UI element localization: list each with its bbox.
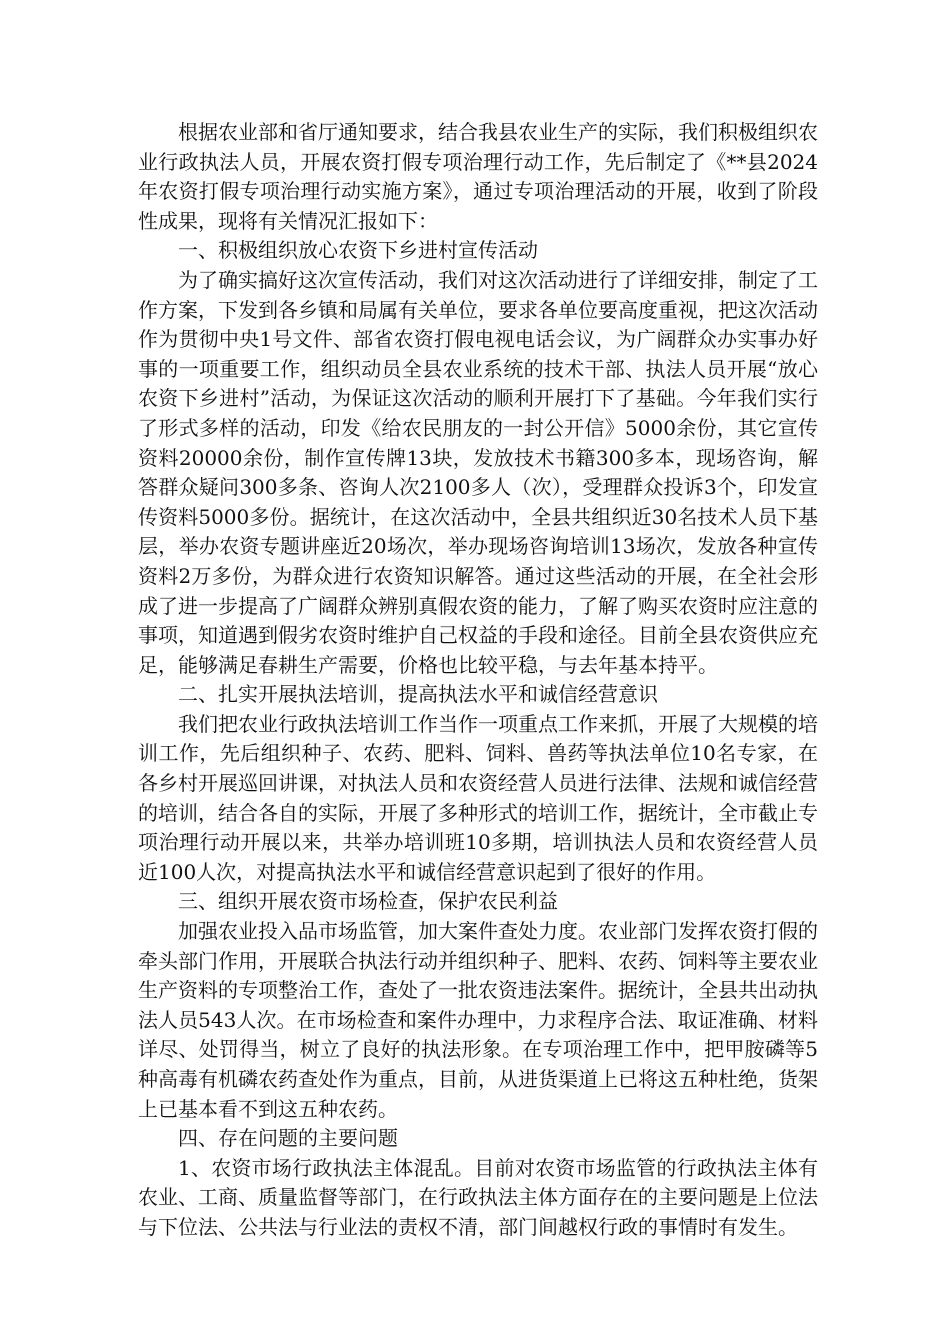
section-1-heading: 一、积极组织放心农资下乡进村宣传活动 bbox=[178, 238, 538, 263]
section-3-paragraph: 加强农业投入品市场监管，加大案件查处力度。农业部门发挥农资打假的牵头部门作用，开展联合执法行动并组织种子、肥料、农药、饲料等主要农业生产资料的专项整治工作，查处了一批农资违法案件。据统计，全县共出动执法人员543人次。在市场检查和案件办理中，力求程序合法、取证准确、材料详尽、处罚得当，树立了良好的执法形象。在专项治理工作中，把甲胺磷等5种高毒有机磷农药查处作为重点，目前，从进货渠道上已将这五种杜绝，货架上已基本看不到这五种农药。 bbox=[138, 919, 818, 1121]
section-2-paragraph: 我们把农业行政执法培训工作当作一项重点工作来抓，开展了大规模的培训工作，先后组织种子、农药、肥料、饲料、兽药等执法单位10名专家，在各乡村开展巡回讲课，对执法人员和农资经营人员进行法律、法规和诚信经营的培训，结合各自的实际，开展了多种形式的培训工作，据统计，全市截止专项治理行动开展以来，共举办培训班10多期，培训执法人员和农资经营人员近100人次，对提高执法水平和诚信经营意识起到了很好的作用。 bbox=[138, 711, 818, 884]
section-4-paragraph: 1、农资市场行政执法主体混乱。目前对农资市场监管的行政执法主体有农业、工商、质量监督等部门，在行政执法主体方面存在的主要问题是上位法与下位法、公共法与行业法的责权不清，部门间越权行政的事情时有发生。 bbox=[138, 1155, 818, 1239]
document-body bbox=[138, 118, 818, 1243]
section-3-heading: 三、组织开展农资市场检查，保护农民利益 bbox=[178, 889, 558, 914]
section-4-heading: 四、存在问题的主要问题 bbox=[178, 1126, 398, 1151]
section-2-heading: 二、扎实开展执法培训，提高执法水平和诚信经营意识 bbox=[178, 682, 658, 707]
intro-paragraph: 根据农业部和省厅通知要求，结合我县农业生产的实际，我们积极组织农业行政执法人员，开展农资打假专项治理行动工作，先后制定了《**县2024年农资打假专项治理行动实施方案》，通过专项治理活动的开展，收到了阶段性成果，现将有关情况汇报如下： bbox=[138, 120, 818, 233]
section-1-paragraph: 为了确实搞好这次宣传活动，我们对这次活动进行了详细安排，制定了工作方案，下发到各乡镇和局属有关单位，要求各单位要高度重视，把这次活动作为贯彻中央1号文件、部省农资打假电视电话会议，为广阔群众办实事办好事的一项重要工作，组织动员全县农业系统的技术干部、执法人员开展“放心农资下乡进村”活动，为保证这次活动的顺利开展打下了基础。今年我们实行了形式多样的活动，印发《给农民朋友的一封公开信》5000余份，其它宣传资料20000余份，制作宣传牌13块，发放技术书籍300多本，现场咨询，解答群众疑问300多条、咨询人次2100多人（次），受理群众投诉3个，印发宣传资料5000多份。据统计，在这次活动中，全县共组织近30名技术人员下基层，举办农资专题讲座近20场次，举办现场咨询培训13场次，发放各种宣传资料2万多份，为群众进行农资知识解答。通过这些活动的开展，在全社会形成了进一步提高了广阔群众辨别真假农资的能力，了解了购买农资时应注意的事项，知道遇到假劣农资时维护自己权益的手段和途径。目前全县农资供应充足，能够满足春耕生产需要，价格也比较平稳，与去年基本持平。 bbox=[138, 267, 818, 677]
